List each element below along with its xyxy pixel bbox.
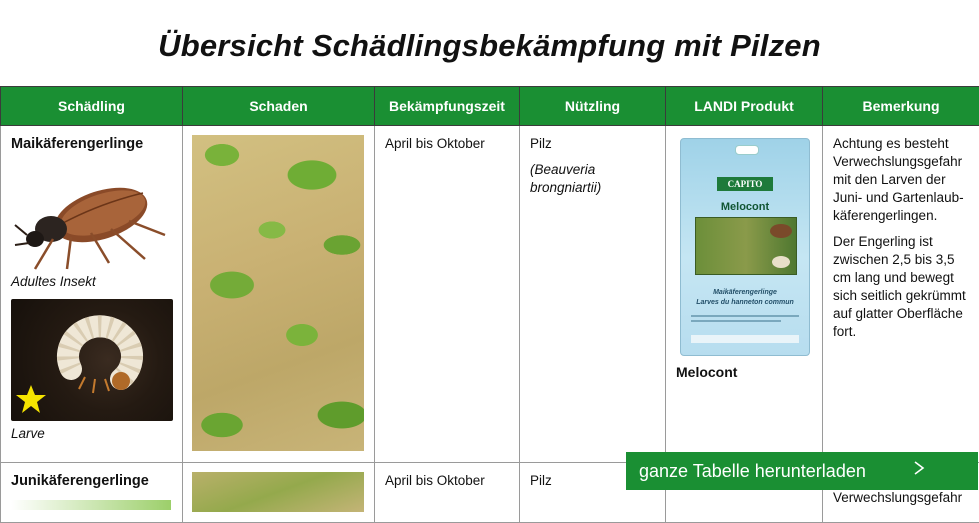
pest-cell [1, 463, 183, 523]
damage-cell [183, 463, 375, 523]
pack-photo [695, 217, 797, 275]
caption-adult: Adultes Insekt [11, 273, 172, 291]
beneficial-latin-name: (Beauveria brongniartii) [530, 161, 655, 197]
time-cell [375, 463, 520, 523]
control-time: April bis Oktober [375, 463, 519, 499]
damage-cell [183, 126, 375, 463]
remark-text-1: Verwechslungsgefahr [823, 463, 979, 516]
table-row [1, 126, 979, 463]
beneficial-name: Pilz [530, 135, 655, 153]
beneficial-name: Pilz [520, 463, 665, 499]
beneficial-cell [520, 126, 666, 463]
lawn-damage-image [192, 472, 364, 512]
pack-text-de: Maikäferengerlinge [687, 289, 803, 296]
remark-cell [823, 126, 979, 463]
star-icon [15, 383, 47, 415]
table-header-row [1, 87, 979, 126]
lawn-damage-image [192, 135, 364, 451]
caption-larva: Larve [11, 425, 172, 443]
download-table-button[interactable] [626, 452, 978, 490]
brand-logo: CAPITO [717, 177, 773, 191]
pack-text-fr: Larves du hanneton commun [687, 299, 803, 306]
page-title: Übersicht Schädlingsbekämpfung mit Pilzen [0, 28, 979, 64]
pest-name: Maikäferengerlinge [11, 135, 172, 153]
header-bekaempfungszeit: Bekämpfungszeit [375, 87, 520, 126]
time-cell [375, 126, 520, 463]
header-schaden: Schaden [183, 87, 375, 126]
header-schaedling: Schädling [1, 87, 183, 126]
pest-name: Junikäferengerlinge [11, 472, 172, 490]
pack-product-name: Melocont [681, 201, 809, 213]
pest-cell [1, 126, 183, 463]
header-bemerkung: Bemerkung [823, 87, 979, 126]
product-name: Melocont [666, 356, 822, 380]
larva-image [11, 299, 173, 421]
download-table-label: ganze Tabelle herunterladen [639, 461, 866, 481]
header-nuetzling: Nützling [520, 87, 666, 126]
product-cell [666, 126, 823, 463]
control-time: April bis Oktober [375, 126, 519, 162]
remark-text-2: Der Engerling ist zwischen 2,5 bis 3,5 cm lang und bewegt sich seitlich gekrümmt auf glatter Oberfläche fort. [833, 233, 969, 341]
remark-text-1: Achtung es besteht Verwechslungsgefahr mit den Larven der Juni- und Gartenlaub-käferengerlingen. [833, 135, 969, 225]
product-package-image [680, 138, 810, 356]
adult-beetle-image [11, 163, 171, 273]
chevron-right-icon [912, 461, 926, 475]
header-landi-produkt: LANDI Produkt [666, 87, 823, 126]
hanger-hole [735, 145, 759, 155]
